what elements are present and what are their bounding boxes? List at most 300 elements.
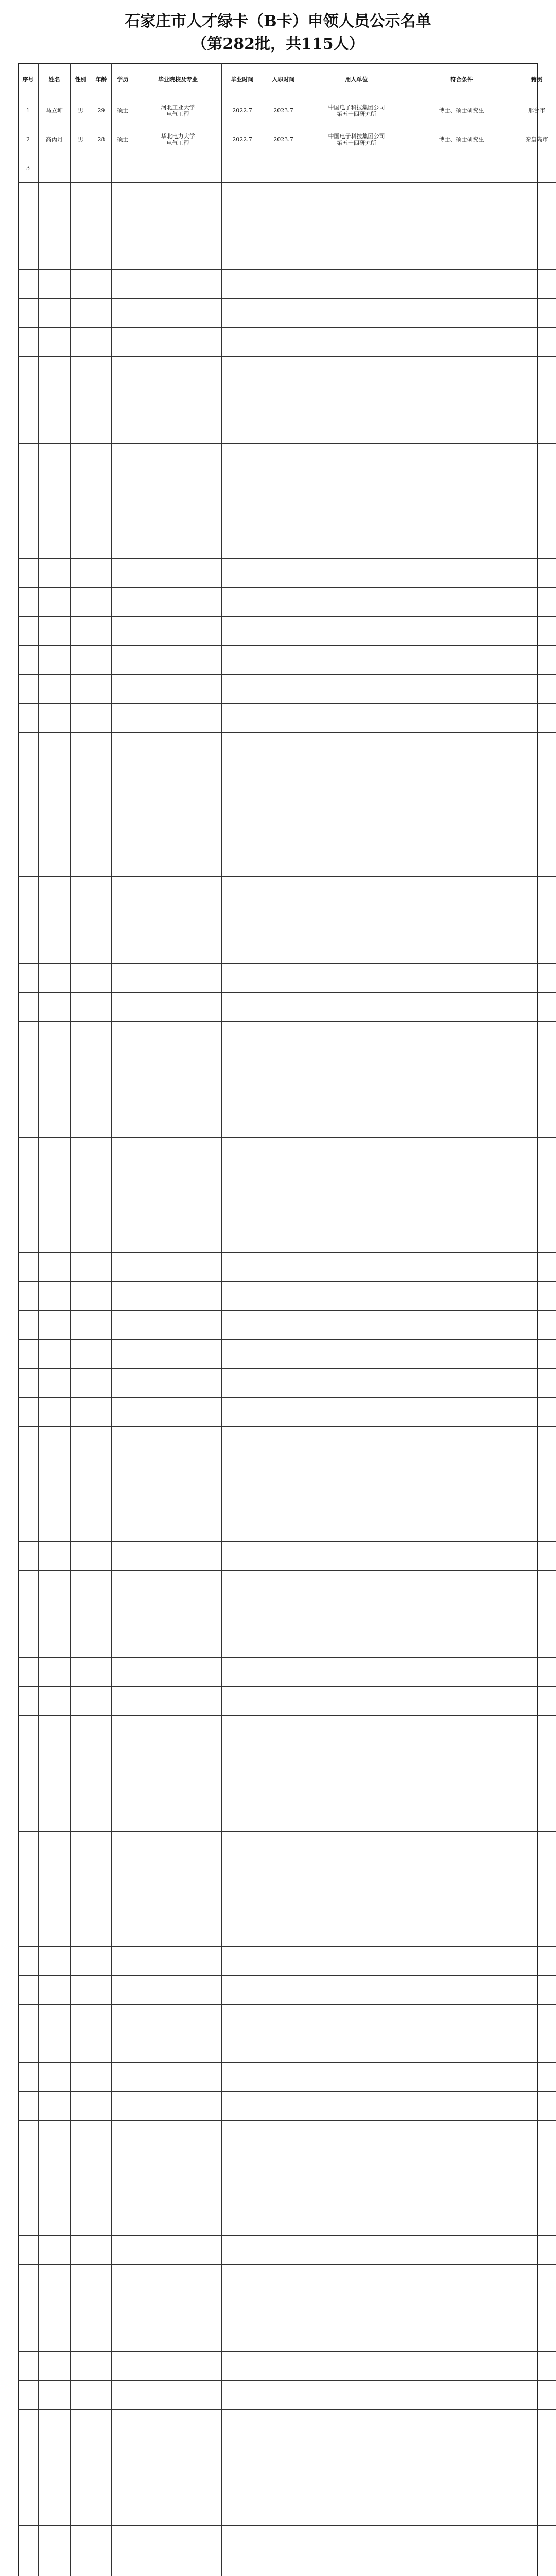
- cell-gender: [71, 1050, 91, 1079]
- cell-age: [91, 1600, 112, 1629]
- cell-index: [18, 2467, 39, 2496]
- cell-gender: [71, 1108, 91, 1137]
- table-row: [18, 2554, 556, 2576]
- header-employer: 用人单位: [304, 63, 409, 96]
- cell-index: [18, 1629, 39, 1657]
- cell-index: [18, 1716, 39, 1744]
- table-row: [18, 2149, 556, 2178]
- cell-school-major: [134, 1744, 222, 1773]
- cell-name: [39, 2380, 71, 2409]
- cell-employer: [304, 1513, 409, 1542]
- cell-hometown: [514, 703, 556, 732]
- cell-name: [39, 1744, 71, 1773]
- cell-gender: [71, 2178, 91, 2207]
- cell-index: [18, 1918, 39, 1946]
- cell-criteria: [409, 2380, 514, 2409]
- cell-degree: [112, 559, 134, 588]
- cell-criteria: [409, 2062, 514, 2091]
- cell-degree: [112, 443, 134, 472]
- cell-age: [91, 1542, 112, 1571]
- cell-age: 28: [91, 125, 112, 154]
- cell-criteria: [409, 1831, 514, 1860]
- cell-employer: [304, 2554, 409, 2576]
- table-row: [18, 414, 556, 443]
- cell-name: [39, 2323, 71, 2351]
- table-row: [18, 2410, 556, 2438]
- cell-age: [91, 906, 112, 935]
- table-row: [18, 125, 556, 154]
- cell-school-major: [134, 1340, 222, 1368]
- cell-degree: [112, 1773, 134, 1802]
- cell-hometown: [514, 1022, 556, 1050]
- cell-name: [39, 1686, 71, 1715]
- cell-index: [18, 2265, 39, 2294]
- table-row: [18, 790, 556, 819]
- cell-hometown: [514, 1831, 556, 1860]
- cell-hometown: [514, 530, 556, 558]
- cell-gender: [71, 501, 91, 530]
- cell-employer: [304, 646, 409, 674]
- cell-hometown: [514, 1166, 556, 1195]
- cell-hometown: [514, 848, 556, 877]
- cell-hometown: [514, 443, 556, 472]
- cell-criteria: [409, 646, 514, 674]
- cell-hire-date: [263, 588, 304, 617]
- cell-degree: [112, 2149, 134, 2178]
- cell-graduation-date: [222, 1050, 263, 1079]
- cell-age: [91, 1224, 112, 1252]
- cell-name: [39, 328, 71, 357]
- cell-gender: [71, 2323, 91, 2351]
- cell-employer: [304, 1253, 409, 1282]
- cell-index: [18, 2410, 39, 2438]
- cell-criteria: [409, 1600, 514, 1629]
- cell-gender: [71, 1397, 91, 1426]
- cell-hometown: [514, 2525, 556, 2554]
- cell-degree: [112, 385, 134, 414]
- cell-hometown: [514, 2410, 556, 2438]
- header-graduation-date: 毕业时间: [222, 63, 263, 96]
- cell-criteria: [409, 1397, 514, 1426]
- cell-criteria: [409, 2265, 514, 2294]
- cell-hometown: [514, 2294, 556, 2323]
- cell-name: [39, 1860, 71, 1889]
- cell-employer: [304, 1744, 409, 1773]
- cell-hometown: [514, 212, 556, 241]
- cell-name: [39, 1195, 71, 1224]
- table-row: [18, 1426, 556, 1455]
- cell-degree: [112, 963, 134, 992]
- cell-graduation-date: [222, 2323, 263, 2351]
- cell-school-major: [134, 2120, 222, 2149]
- cell-hire-date: [263, 1397, 304, 1426]
- cell-hometown: [514, 1773, 556, 1802]
- cell-employer: [304, 2265, 409, 2294]
- cell-gender: [71, 269, 91, 298]
- cell-graduation-date: [222, 2178, 263, 2207]
- cell-index: [18, 703, 39, 732]
- cell-age: [91, 357, 112, 385]
- cell-hometown: [514, 1629, 556, 1657]
- cell-criteria: [409, 877, 514, 906]
- cell-gender: [71, 1253, 91, 1282]
- cell-index: [18, 1744, 39, 1773]
- cell-age: [91, 241, 112, 269]
- cell-gender: [71, 1513, 91, 1542]
- cell-age: [91, 1860, 112, 1889]
- cell-employer: [304, 906, 409, 935]
- cell-degree: [112, 877, 134, 906]
- cell-graduation-date: [222, 1542, 263, 1571]
- cell-hire-date: 2023.7: [263, 125, 304, 154]
- cell-age: [91, 646, 112, 674]
- cell-hire-date: [263, 906, 304, 935]
- cell-employer: [304, 2178, 409, 2207]
- cell-school-major: [134, 617, 222, 646]
- cell-graduation-date: [222, 328, 263, 357]
- cell-school-major: [134, 963, 222, 992]
- cell-hometown: [514, 2323, 556, 2351]
- cell-index: [18, 1253, 39, 1282]
- cell-name: [39, 212, 71, 241]
- table-row: [18, 1195, 556, 1224]
- cell-employer: [304, 559, 409, 588]
- cell-age: [91, 588, 112, 617]
- cell-school-major: [134, 2033, 222, 2062]
- cell-hire-date: [263, 1368, 304, 1397]
- cell-school-major: [134, 2496, 222, 2525]
- table-row: [18, 963, 556, 992]
- cell-age: [91, 1253, 112, 1282]
- cell-criteria: [409, 414, 514, 443]
- cell-name: [39, 1629, 71, 1657]
- cell-index: [18, 1224, 39, 1252]
- cell-age: [91, 1340, 112, 1368]
- header-age: 年龄: [91, 63, 112, 96]
- table-row: [18, 1947, 556, 1976]
- table-row: [18, 2496, 556, 2525]
- cell-criteria: [409, 1571, 514, 1600]
- cell-age: [91, 1889, 112, 1918]
- cell-graduation-date: [222, 2467, 263, 2496]
- cell-index: [18, 1889, 39, 1918]
- cell-school-major: [134, 1571, 222, 1600]
- cell-employer: [304, 732, 409, 761]
- cell-criteria: [409, 1426, 514, 1455]
- cell-name: [39, 269, 71, 298]
- table-row: [18, 1657, 556, 1686]
- cell-degree: [112, 2351, 134, 2380]
- cell-school-major: [134, 2294, 222, 2323]
- table-row: [18, 1166, 556, 1195]
- cell-school-major: [134, 2149, 222, 2178]
- cell-hometown: [514, 761, 556, 790]
- cell-index: [18, 1513, 39, 1542]
- cell-hometown: [514, 992, 556, 1021]
- table-row: [18, 1802, 556, 1831]
- cell-hire-date: [263, 414, 304, 443]
- cell-employer: [304, 703, 409, 732]
- cell-employer: [304, 2410, 409, 2438]
- cell-degree: [112, 1918, 134, 1946]
- cell-hometown: [514, 877, 556, 906]
- cell-criteria: [409, 992, 514, 1021]
- cell-index: [18, 501, 39, 530]
- cell-hometown: 秦皇岛市: [514, 125, 556, 154]
- cell-degree: [112, 1600, 134, 1629]
- cell-degree: [112, 2467, 134, 2496]
- cell-hire-date: [263, 1311, 304, 1340]
- cell-graduation-date: [222, 1224, 263, 1252]
- cell-hometown: [514, 1860, 556, 1889]
- cell-graduation-date: [222, 1311, 263, 1340]
- cell-index: [18, 1976, 39, 2005]
- cell-name: [39, 2120, 71, 2149]
- cell-age: [91, 2207, 112, 2236]
- cell-school-major: [134, 1282, 222, 1311]
- cell-criteria: [409, 2496, 514, 2525]
- table-row: [18, 1744, 556, 1773]
- cell-graduation-date: [222, 877, 263, 906]
- cell-criteria: [409, 357, 514, 385]
- cell-hometown: [514, 385, 556, 414]
- cell-hire-date: [263, 1166, 304, 1195]
- table-row: [18, 1397, 556, 1426]
- cell-index: [18, 588, 39, 617]
- cell-index: [18, 1397, 39, 1426]
- cell-hire-date: [263, 2120, 304, 2149]
- cell-school-major: [134, 1831, 222, 1860]
- cell-school-major: [134, 790, 222, 819]
- cell-criteria: [409, 1484, 514, 1513]
- cell-graduation-date: [222, 2120, 263, 2149]
- cell-hire-date: [263, 1860, 304, 1889]
- cell-school-major: [134, 2410, 222, 2438]
- header-criteria: 符合条件: [409, 63, 514, 96]
- cell-gender: [71, 1282, 91, 1311]
- cell-hometown: [514, 472, 556, 501]
- cell-graduation-date: [222, 1976, 263, 2005]
- cell-name: [39, 2033, 71, 2062]
- cell-name: [39, 2005, 71, 2033]
- cell-index: [18, 1368, 39, 1397]
- cell-hire-date: [263, 1918, 304, 1946]
- cell-gender: [71, 2410, 91, 2438]
- cell-criteria: [409, 1050, 514, 1079]
- table-row: [18, 559, 556, 588]
- cell-index: [18, 2380, 39, 2409]
- cell-employer: [304, 2091, 409, 2120]
- cell-school-major: [134, 1455, 222, 1484]
- cell-gender: [71, 2033, 91, 2062]
- applicant-table: [18, 63, 556, 2576]
- cell-age: [91, 1571, 112, 1600]
- cell-degree: [112, 1137, 134, 1166]
- cell-school-major: [134, 1397, 222, 1426]
- cell-index: [18, 212, 39, 241]
- table-row: [18, 617, 556, 646]
- cell-employer: [304, 1542, 409, 1571]
- cell-hometown: [514, 1079, 556, 1108]
- cell-hometown: [514, 1889, 556, 1918]
- cell-graduation-date: [222, 443, 263, 472]
- cell-degree: [112, 1079, 134, 1108]
- cell-graduation-date: [222, 906, 263, 935]
- cell-graduation-date: [222, 2410, 263, 2438]
- cell-degree: [112, 328, 134, 357]
- cell-gender: [71, 1311, 91, 1340]
- cell-hire-date: [263, 2294, 304, 2323]
- cell-school-major: [134, 2467, 222, 2496]
- table-row: [18, 2323, 556, 2351]
- cell-hometown: [514, 2438, 556, 2467]
- cell-graduation-date: [222, 559, 263, 588]
- table-row: [18, 212, 556, 241]
- cell-graduation-date: [222, 1600, 263, 1629]
- cell-hometown: [514, 1253, 556, 1282]
- cell-age: [91, 2410, 112, 2438]
- cell-age: [91, 2496, 112, 2525]
- cell-degree: [112, 1311, 134, 1340]
- cell-graduation-date: [222, 2294, 263, 2323]
- cell-name: [39, 732, 71, 761]
- cell-school-major: [134, 819, 222, 848]
- cell-school-major: [134, 1484, 222, 1513]
- cell-hometown: [514, 617, 556, 646]
- cell-age: [91, 1831, 112, 1860]
- cell-degree: [112, 2178, 134, 2207]
- cell-hire-date: [263, 212, 304, 241]
- cell-degree: 硕士: [112, 96, 134, 125]
- cell-age: [91, 1397, 112, 1426]
- cell-degree: [112, 2323, 134, 2351]
- cell-graduation-date: [222, 1657, 263, 1686]
- cell-criteria: [409, 1368, 514, 1397]
- cell-hometown: [514, 1716, 556, 1744]
- cell-degree: [112, 269, 134, 298]
- cell-degree: [112, 1108, 134, 1137]
- cell-name: 马立坤: [39, 96, 71, 125]
- cell-index: [18, 298, 39, 327]
- table-row: [18, 1686, 556, 1715]
- cell-criteria: [409, 1195, 514, 1224]
- cell-criteria: [409, 443, 514, 472]
- cell-hire-date: [263, 1629, 304, 1657]
- table-row: [18, 992, 556, 1021]
- cell-hometown: [514, 2149, 556, 2178]
- cell-age: [91, 2236, 112, 2265]
- cell-gender: [71, 1340, 91, 1368]
- cell-index: [18, 2062, 39, 2091]
- cell-school-major: [134, 1947, 222, 1976]
- cell-criteria: [409, 1629, 514, 1657]
- cell-gender: [71, 1079, 91, 1108]
- cell-age: [91, 2005, 112, 2033]
- cell-hire-date: [263, 1455, 304, 1484]
- cell-index: [18, 357, 39, 385]
- cell-hire-date: [263, 2467, 304, 2496]
- cell-degree: [112, 2120, 134, 2149]
- cell-employer: [304, 1918, 409, 1946]
- header-school-major: 毕业院校及专业: [134, 63, 222, 96]
- cell-degree: [112, 1513, 134, 1542]
- cell-degree: [112, 2236, 134, 2265]
- cell-age: [91, 472, 112, 501]
- cell-school-major: [134, 2236, 222, 2265]
- table-row: [18, 1831, 556, 1860]
- cell-school-major: [134, 385, 222, 414]
- cell-age: [91, 2033, 112, 2062]
- cell-name: [39, 1224, 71, 1252]
- cell-age: [91, 1282, 112, 1311]
- cell-criteria: [409, 1947, 514, 1976]
- cell-school-major: [134, 269, 222, 298]
- cell-name: 高丙月: [39, 125, 71, 154]
- cell-employer: [304, 183, 409, 212]
- cell-name: [39, 1079, 71, 1108]
- cell-school-major: [134, 1224, 222, 1252]
- cell-employer: [304, 1311, 409, 1340]
- cell-hire-date: [263, 269, 304, 298]
- cell-age: [91, 1716, 112, 1744]
- cell-degree: [112, 848, 134, 877]
- cell-name: [39, 790, 71, 819]
- cell-employer: [304, 1166, 409, 1195]
- cell-school-major: [134, 848, 222, 877]
- document-subtitle: （第282批，共115人）: [192, 35, 364, 53]
- cell-school-major: [134, 357, 222, 385]
- cell-gender: [71, 298, 91, 327]
- cell-name: [39, 877, 71, 906]
- cell-graduation-date: [222, 2033, 263, 2062]
- cell-gender: [71, 2496, 91, 2525]
- cell-criteria: [409, 183, 514, 212]
- cell-criteria: [409, 269, 514, 298]
- cell-hire-date: [263, 1657, 304, 1686]
- table-row: [18, 385, 556, 414]
- table-row: [18, 1600, 556, 1629]
- cell-age: [91, 2438, 112, 2467]
- table-row: [18, 1455, 556, 1484]
- cell-degree: [112, 1282, 134, 1311]
- cell-age: [91, 1079, 112, 1108]
- cell-name: [39, 2236, 71, 2265]
- cell-index: 3: [18, 154, 39, 183]
- cell-gender: [71, 1484, 91, 1513]
- cell-hire-date: [263, 2323, 304, 2351]
- cell-index: [18, 472, 39, 501]
- table-header-row: [18, 63, 556, 96]
- cell-school-major: [134, 732, 222, 761]
- cell-age: [91, 1166, 112, 1195]
- cell-graduation-date: [222, 241, 263, 269]
- cell-school-major: [134, 1976, 222, 2005]
- cell-hire-date: [263, 1022, 304, 1050]
- cell-name: [39, 443, 71, 472]
- cell-gender: [71, 1022, 91, 1050]
- cell-gender: [71, 385, 91, 414]
- cell-employer: [304, 2149, 409, 2178]
- cell-school-major: [134, 2005, 222, 2033]
- table-row: [18, 298, 556, 327]
- cell-hire-date: [263, 1571, 304, 1600]
- cell-degree: [112, 472, 134, 501]
- cell-graduation-date: [222, 2091, 263, 2120]
- cell-hometown: [514, 2265, 556, 2294]
- cell-hire-date: 2023.7: [263, 96, 304, 125]
- cell-criteria: [409, 703, 514, 732]
- cell-name: [39, 761, 71, 790]
